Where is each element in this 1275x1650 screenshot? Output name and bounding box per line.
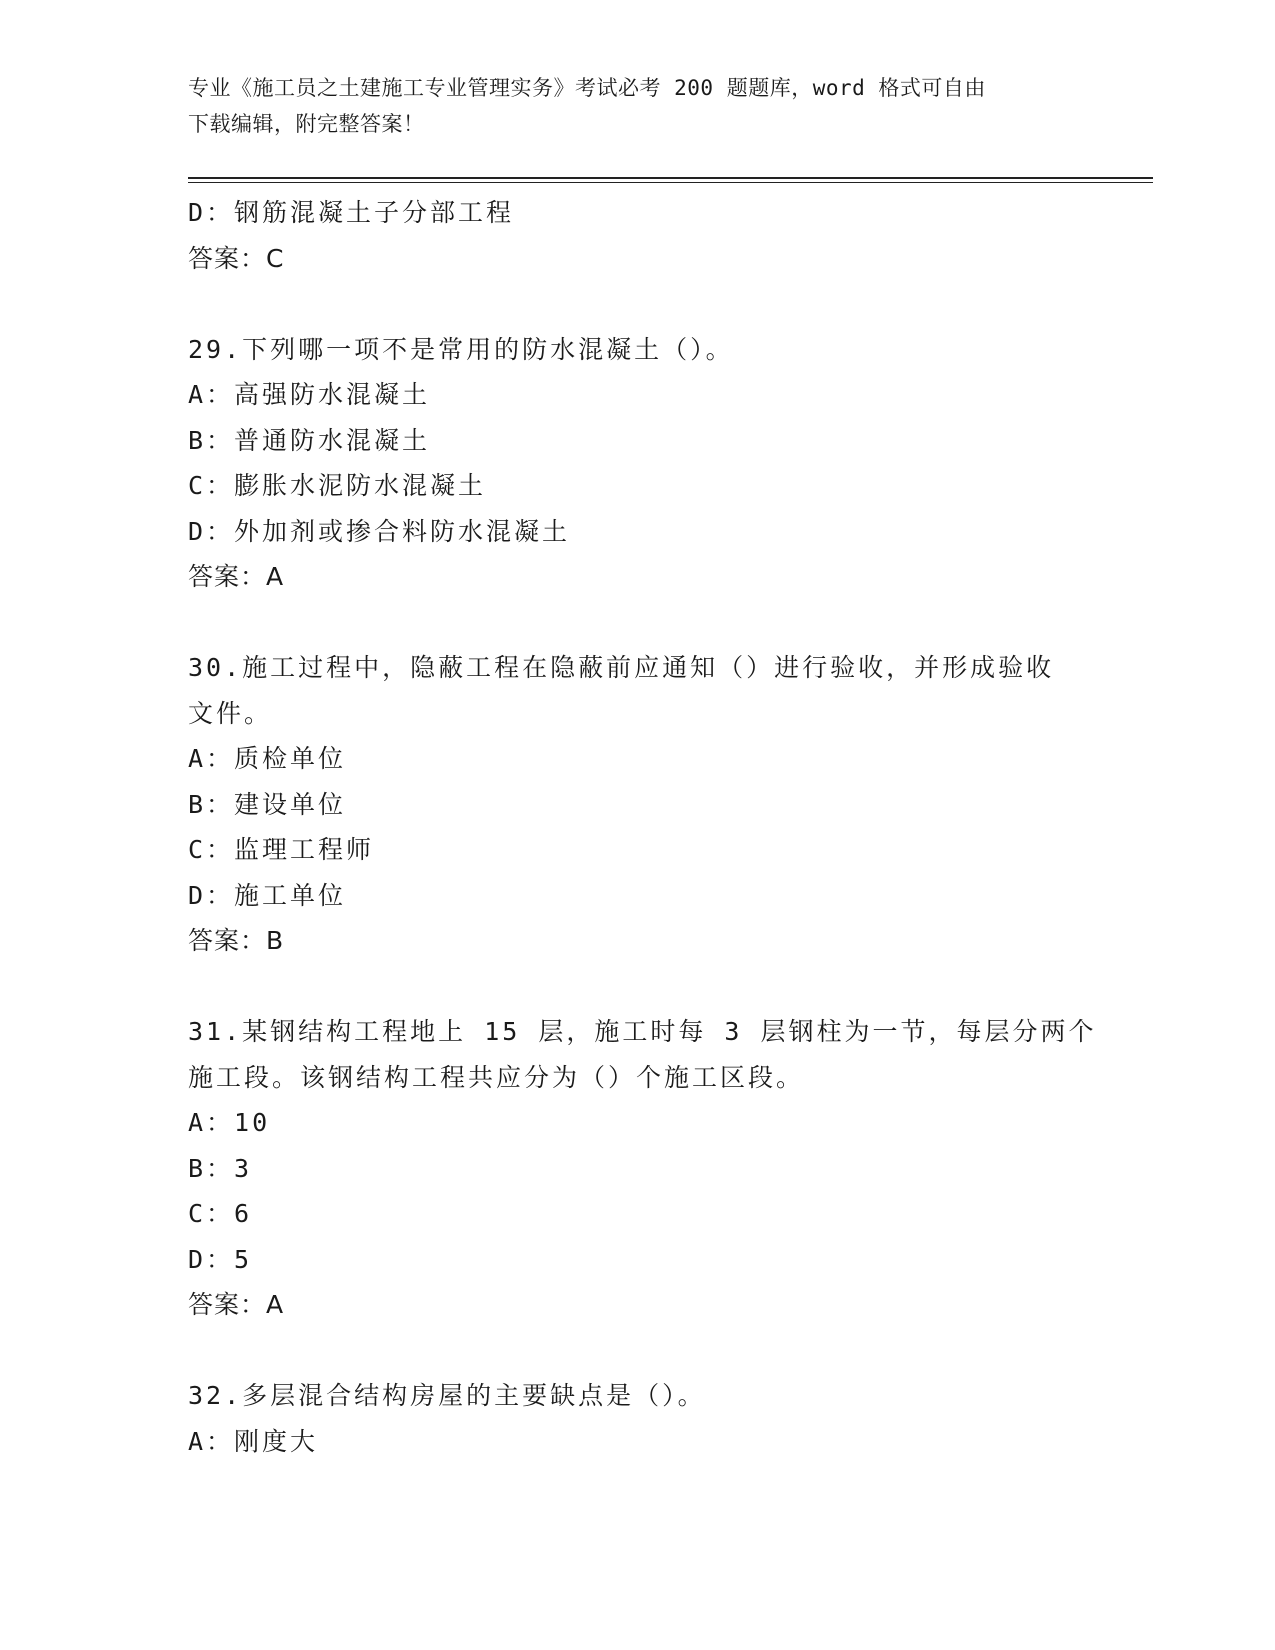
answer: 答案：A xyxy=(188,1290,285,1319)
question-content xyxy=(188,190,1097,1464)
spacer xyxy=(188,600,1088,646)
option-a: A：质检单位 xyxy=(188,744,347,773)
option-b: B：普通防水混凝土 xyxy=(188,425,431,455)
option-d: D：外加剂或掺合料防水混凝土 xyxy=(188,516,571,546)
option-b: B：3 xyxy=(188,1153,253,1183)
question-31 xyxy=(188,1009,1097,1328)
header-line-1: 专业《施工员之土建施工专业管理实务》考试必考 200 题题库，word 格式可自由 xyxy=(188,76,986,100)
question-29 xyxy=(188,327,1088,600)
header-divider-top xyxy=(188,177,1153,179)
option-a: A：刚度大 xyxy=(188,1426,319,1456)
question-stem: 29.下列哪一项不是常用的防水混凝土（）。 xyxy=(188,334,734,364)
option-d: D：施工单位 xyxy=(188,880,347,910)
answer: 答案：B xyxy=(188,926,285,955)
header-divider-bottom xyxy=(188,182,1153,183)
option-a: A：10 xyxy=(188,1108,271,1137)
option-d: D：钢筋混凝土子分部工程 xyxy=(188,198,515,227)
answer: 答案：C xyxy=(188,243,285,273)
question-stem: 31.某钢结构工程地上 15 层，施工时每 3 层钢柱为一节，每层分两个 xyxy=(188,1017,1097,1046)
question-stem-continued: 施工段。该钢结构工程共应分为（）个施工区段。 xyxy=(188,1062,805,1092)
option-b: B：建设单位 xyxy=(188,789,347,819)
spacer xyxy=(188,964,1088,1010)
document-header xyxy=(188,70,1088,142)
option-c: C：监理工程师 xyxy=(188,835,375,864)
option-d: D：5 xyxy=(188,1244,253,1274)
option-c: C：膨胀水泥防水混凝土 xyxy=(188,471,487,500)
spacer xyxy=(188,1328,1088,1374)
question-stem-continued: 文件。 xyxy=(188,698,273,728)
question-30 xyxy=(188,645,1088,964)
option-c: C：6 xyxy=(188,1199,253,1228)
question-stem: 32.多层混合结构房屋的主要缺点是（）。 xyxy=(188,1381,706,1410)
answer: 答案：A xyxy=(188,562,285,591)
question-stem: 30.施工过程中，隐蔽工程在隐蔽前应通知（）进行验收，并形成验收 xyxy=(188,653,1055,682)
spacer xyxy=(188,281,1088,327)
header-line-2: 下载编辑，附完整答案！ xyxy=(188,112,425,136)
option-a: A：高强防水混凝土 xyxy=(188,380,431,409)
question-32 xyxy=(188,1373,1088,1464)
